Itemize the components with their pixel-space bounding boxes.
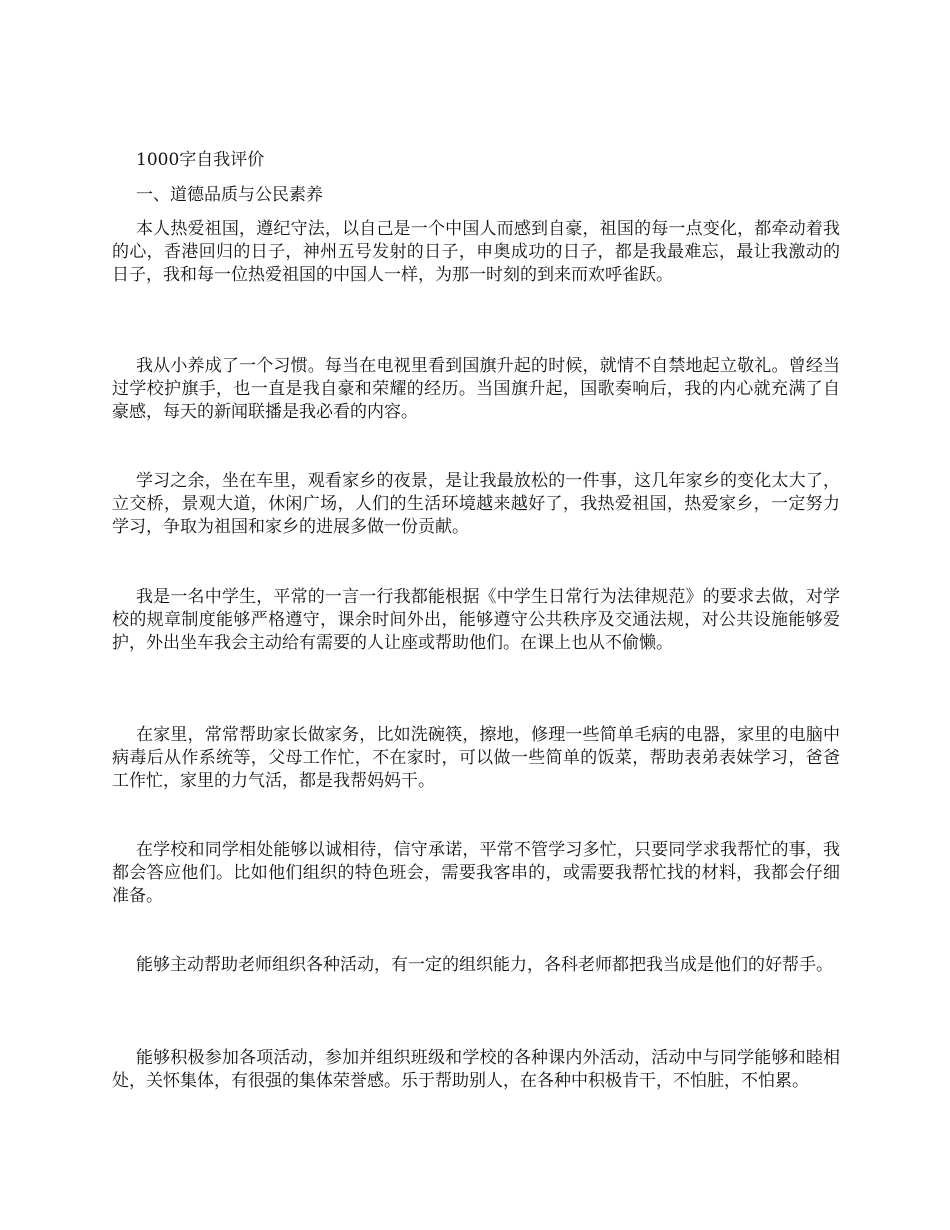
paragraph-activities: 能够积极参加各项活动，参加并组织班级和学校的各种课内外活动，活动中与同学能够和睦相处，关怀集体，有很强的集体荣誉感。乐于帮助别人，在各种中积极肯干，不怕脏，不怕累。 [112, 1048, 840, 1091]
paragraph-classmates: 在学校和同学相处能够以诚相待，信守承诺，平常不管学习多忙，只要同学求我帮忙的事，我都会答应他们。比如他们组织的特色班会，需要我客串的，或需要我帮忙找的材料，我都会仔细准备。 [112, 840, 840, 906]
paragraph-flag-habit: 我从小养成了一个习惯。每当在电视里看到国旗升起的时候，就情不自禁地起立敬礼。曾经当过学校护旗手，也一直是我自豪和荣耀的经历。当国旗升起，国歌奏响后，我的内心就充满了自豪感，每天的新闻联播是我必看的内容。 [112, 356, 840, 422]
paragraph-helping-teachers: 能够主动帮助老师组织各种活动，有一定的组织能力，各科老师都把我当成是他们的好帮手。 [136, 955, 833, 975]
paragraph-hometown: 学习之余，坐在车里，观看家乡的夜景，是让我最放松的一件事，这几年家乡的变化太大了，立交桥，景观大道，休闲广场，人们的生活环境越来越好了，我热爱祖国，热爱家乡，一定努力学习，争取为祖国和家乡的进展多做一份贡献。 [112, 471, 840, 537]
document-title: 1000字自我评价 [136, 150, 265, 170]
paragraph-student-conduct: 我是一名中学生，平常的一言一行我都能根据《中学生日常行为法律规范》的要求去做，对学校的规章制度能够严格遵守，课余时间外出，能够遵守公共秩序及交通法规，对公共设施能够爱护，外出坐车我会主动给有需要的人让座或帮助他们。在课上也从不偷懒。 [112, 587, 840, 653]
paragraph-home-chores: 在家里，常常帮助家长做家务，比如洗碗筷，擦地，修理一些简单毛病的电器，家里的电脑中病毒后从作系统等，父母工作忙，不在家时，可以做一些简单的饭菜，帮助表弟表妹学习，爸爸工作忙，家里的力气活，都是我帮妈妈干。 [112, 725, 840, 791]
paragraph-patriotism: 本人热爱祖国，遵纪守法，以自己是一个中国人而感到自豪，祖国的每一点变化，都牵动着我的心，香港回归的日子，神州五号发射的日子，申奥成功的日子，都是我最难忘，最让我激动的日子，我和每一位热爱祖国的中国人一样，为那一时刻的到来而欢呼雀跃。 [112, 219, 840, 285]
section-heading: 一、道德品质与公民素养 [136, 185, 323, 205]
